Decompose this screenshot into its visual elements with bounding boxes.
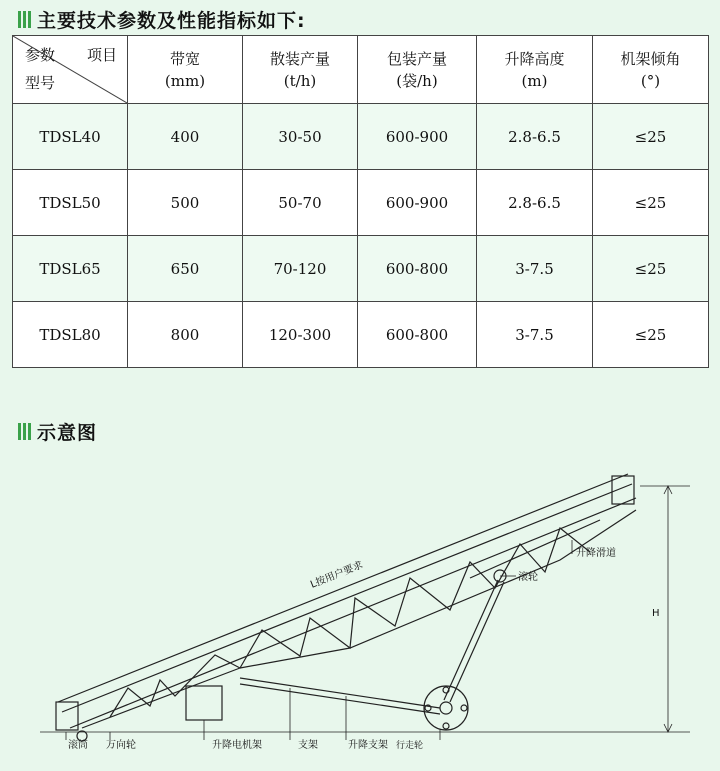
column-unit: (m) (521, 71, 548, 90)
cell-bags: 600-900 (358, 104, 477, 170)
cell-lift: 2.8-6.5 (477, 104, 593, 170)
corner-model-label: 型号 (25, 74, 56, 92)
cell-angle: ≤25 (593, 170, 709, 236)
lift-slide-label: 升降滑道 (576, 548, 616, 559)
bars-icon (18, 423, 31, 440)
conveyor-drawing (40, 474, 690, 741)
cell-width: 400 (128, 104, 243, 170)
column-unit: (袋/h) (396, 71, 438, 90)
table-row (13, 104, 709, 170)
cell-bags: 600-800 (358, 302, 477, 368)
column-name: 机架倾角 (620, 49, 681, 68)
column-unit: (t/h) (283, 71, 317, 90)
table-header-row (13, 36, 709, 104)
cell-angle: ≤25 (593, 236, 709, 302)
cell-lift: 3-7.5 (477, 302, 593, 368)
section-title-diagram (18, 418, 97, 445)
support-label: 支架 (298, 740, 318, 751)
lift-support-label: 升降支架 (348, 740, 388, 751)
corner-params-label: 参数 (25, 46, 56, 64)
column-unit: (°) (640, 71, 661, 90)
column-header (358, 36, 477, 104)
cell-bulk: 120-300 (243, 302, 358, 368)
conveyor-diagram (0, 450, 720, 771)
column-name: 包装产量 (386, 49, 447, 68)
spec-table (12, 35, 709, 368)
cell-bulk: 70-120 (243, 236, 358, 302)
drum-label: 滚筒 (68, 740, 88, 751)
motor-frame-label: 升降电机架 (212, 740, 262, 751)
table-corner-cell (13, 36, 128, 104)
table-row (13, 302, 709, 368)
column-name: 带宽 (169, 49, 200, 68)
cell-width: 650 (128, 236, 243, 302)
table-row (13, 236, 709, 302)
cell-bags: 600-900 (358, 170, 477, 236)
cell-model: TDSL65 (13, 236, 128, 302)
cell-width: 500 (128, 170, 243, 236)
column-header (477, 36, 593, 104)
bars-icon (18, 11, 31, 28)
corner-items-label: 项目 (86, 46, 117, 64)
cell-angle: ≤25 (593, 302, 709, 368)
column-unit: (mm) (164, 71, 206, 90)
cell-bulk: 50-70 (243, 170, 358, 236)
cell-lift: 3-7.5 (477, 236, 593, 302)
cell-lift: 2.8-6.5 (477, 170, 593, 236)
travel-wheel-label: 行走轮 (396, 741, 424, 751)
caster-label: 万向轮 (106, 740, 136, 751)
column-header (593, 36, 709, 104)
section-title-text: 主要技术参数及性能指标如下: (37, 10, 306, 32)
cell-bulk: 30-50 (243, 104, 358, 170)
height-label: H (652, 608, 660, 619)
cell-bags: 600-800 (358, 236, 477, 302)
cell-model: TDSL80 (13, 302, 128, 368)
section-title-text: 示意图 (37, 422, 98, 444)
cell-model: TDSL40 (13, 104, 128, 170)
column-header (128, 36, 243, 104)
cell-width: 800 (128, 302, 243, 368)
length-label: L按用户要求 (309, 559, 365, 591)
section-title-specs (18, 6, 306, 33)
table-row (13, 170, 709, 236)
cell-angle: ≤25 (593, 104, 709, 170)
column-name: 散装产量 (269, 49, 330, 68)
roller-wheel-label: 滚轮 (518, 572, 538, 583)
column-header (243, 36, 358, 104)
cell-model: TDSL50 (13, 170, 128, 236)
column-name: 升降高度 (504, 49, 565, 68)
